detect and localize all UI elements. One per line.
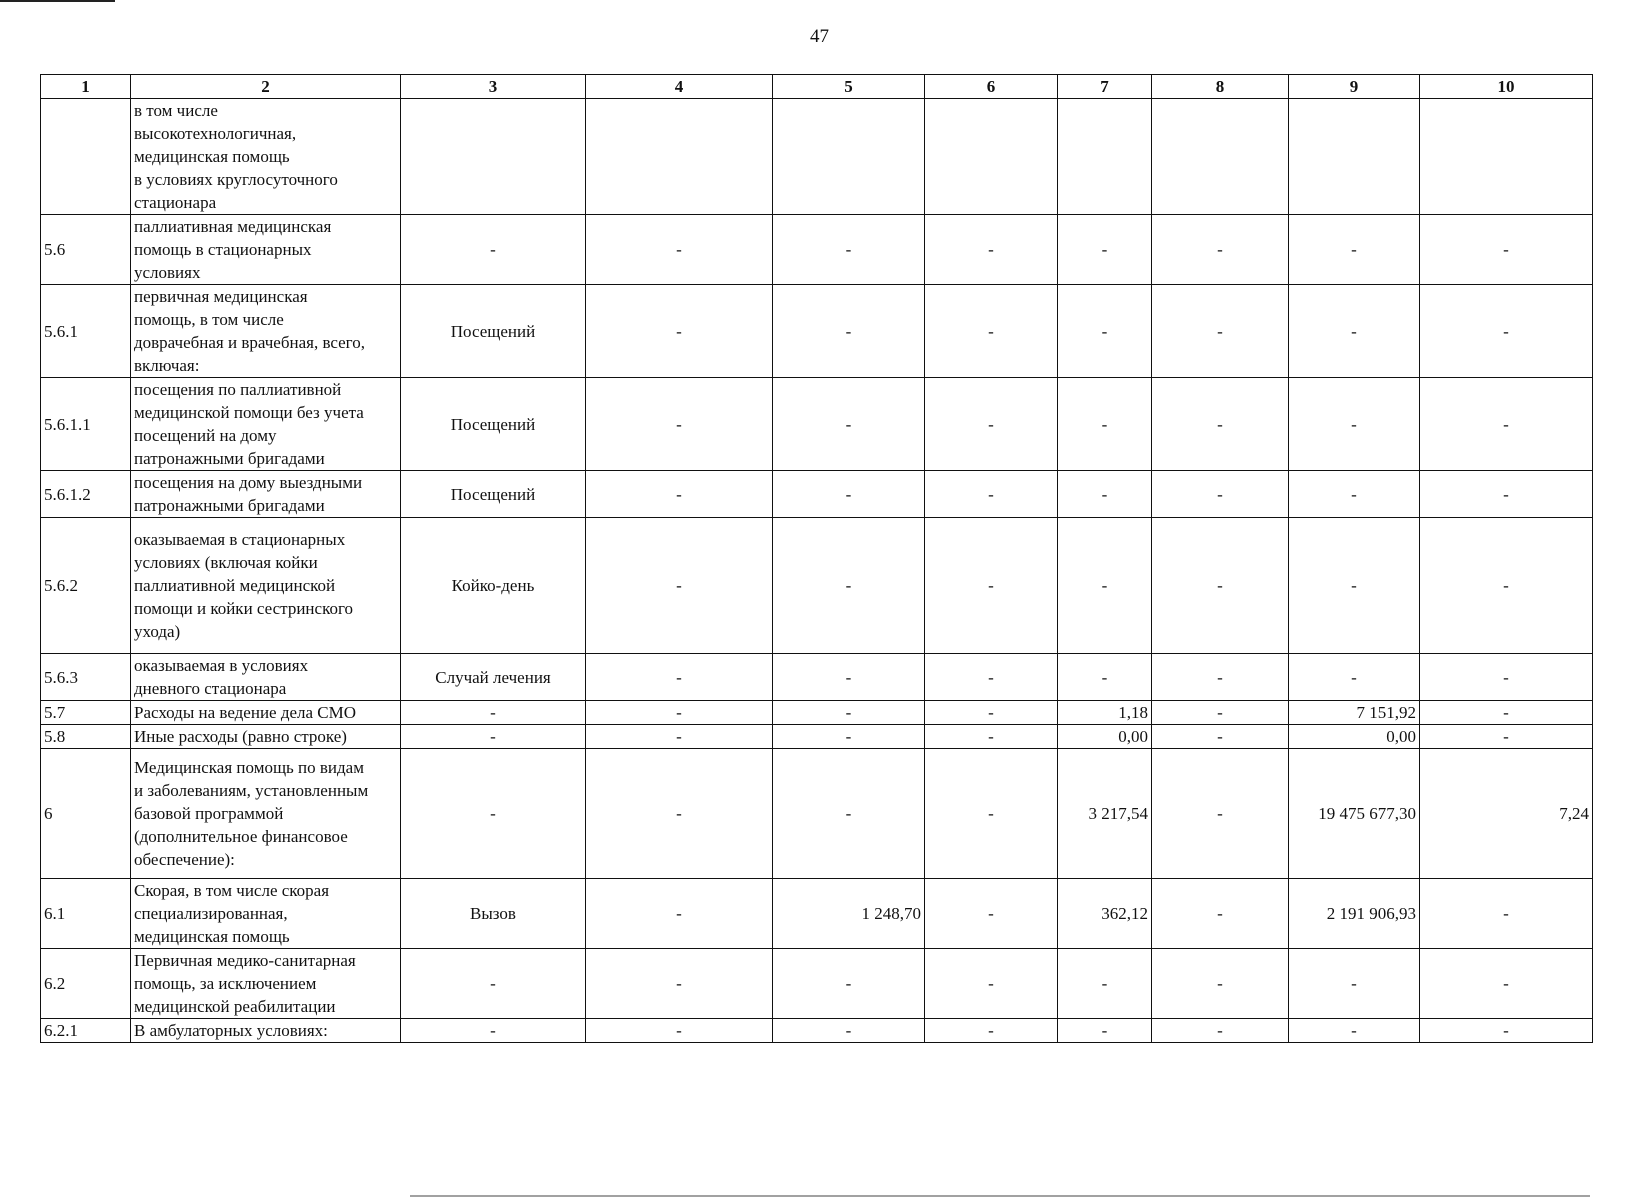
cell-col-7: -	[1058, 1019, 1152, 1043]
cell-col-10: -	[1420, 654, 1593, 701]
row-number: 5.6	[41, 215, 131, 285]
cell-col-6: -	[925, 879, 1058, 949]
cell-col-6: -	[925, 378, 1058, 471]
cell-col-7: -	[1058, 949, 1152, 1019]
header-cell: 3	[401, 75, 586, 99]
cell-col-9: -	[1289, 518, 1420, 654]
top-rule	[0, 0, 115, 2]
cell-col-8: -	[1152, 949, 1289, 1019]
table-row	[41, 518, 1593, 654]
cell-col-6: -	[925, 471, 1058, 518]
cell-col-9: -	[1289, 654, 1420, 701]
row-unit: -	[401, 949, 586, 1019]
header-row	[41, 75, 1593, 99]
cell-col-7: -	[1058, 285, 1152, 378]
cell-col-10: 7,24	[1420, 749, 1593, 879]
table-row	[41, 749, 1593, 879]
row-number: 6.1	[41, 879, 131, 949]
cell-col-8: -	[1152, 725, 1289, 749]
cell-col-10: -	[1420, 725, 1593, 749]
cell-col-5: -	[773, 654, 925, 701]
header-cell: 2	[131, 75, 401, 99]
table-row	[41, 215, 1593, 285]
cell-col-10: -	[1420, 471, 1593, 518]
header-cell: 9	[1289, 75, 1420, 99]
cell-col-9: -	[1289, 215, 1420, 285]
table-row	[41, 285, 1593, 378]
table-row	[41, 99, 1593, 215]
cell-col-4: -	[586, 701, 773, 725]
cell-col-4: -	[586, 471, 773, 518]
cell-col-7: -	[1058, 215, 1152, 285]
cell-col-9: -	[1289, 1019, 1420, 1043]
cell-col-8: -	[1152, 701, 1289, 725]
row-name: посещения на дому выездными патронажными бригадами	[131, 471, 401, 518]
cell-col-9: -	[1289, 378, 1420, 471]
cell-col-7: -	[1058, 654, 1152, 701]
row-unit: -	[401, 1019, 586, 1043]
row-unit: -	[401, 725, 586, 749]
cell-col-9: 0,00	[1289, 725, 1420, 749]
data-table	[40, 74, 1593, 1043]
row-unit: Случай лечения	[401, 654, 586, 701]
row-name: Иные расходы (равно строке)	[131, 725, 401, 749]
row-number: 5.8	[41, 725, 131, 749]
table-row	[41, 1019, 1593, 1043]
cell-col-5: -	[773, 949, 925, 1019]
cell-col-6: -	[925, 725, 1058, 749]
cell-col-5: 1 248,70	[773, 879, 925, 949]
table-row	[41, 949, 1593, 1019]
cell-col-6: -	[925, 518, 1058, 654]
row-name: оказываемая в условиях дневного стационара	[131, 654, 401, 701]
row-number: 5.6.1.2	[41, 471, 131, 518]
row-number: 5.6.3	[41, 654, 131, 701]
cell-col-6: -	[925, 215, 1058, 285]
cell-col-6	[925, 99, 1058, 215]
header-cell: 5	[773, 75, 925, 99]
row-unit	[401, 99, 586, 215]
row-number: 5.7	[41, 701, 131, 725]
header-cell: 4	[586, 75, 773, 99]
row-number: 6.2	[41, 949, 131, 1019]
cell-col-4: -	[586, 654, 773, 701]
cell-col-8: -	[1152, 285, 1289, 378]
header-cell: 8	[1152, 75, 1289, 99]
cell-col-7: -	[1058, 378, 1152, 471]
cell-col-6: -	[925, 1019, 1058, 1043]
header-cell: 6	[925, 75, 1058, 99]
cell-col-9	[1289, 99, 1420, 215]
cell-col-8: -	[1152, 215, 1289, 285]
cell-col-5	[773, 99, 925, 215]
cell-col-7: 0,00	[1058, 725, 1152, 749]
cell-col-5: -	[773, 471, 925, 518]
cell-col-7: 1,18	[1058, 701, 1152, 725]
cell-col-5: -	[773, 1019, 925, 1043]
table-body	[41, 99, 1593, 1043]
cell-col-4: -	[586, 725, 773, 749]
row-name: первичная медицинская помощь, в том числе доврачебная и врачебная, всего, включая:	[131, 285, 401, 378]
row-name: Медицинская помощь по видам и заболеваниям, установленным базовой программой (дополнительное финансовое обеспечение):	[131, 749, 401, 879]
cell-col-8: -	[1152, 518, 1289, 654]
cell-col-5: -	[773, 725, 925, 749]
cell-col-6: -	[925, 654, 1058, 701]
cell-col-10: -	[1420, 1019, 1593, 1043]
cell-col-6: -	[925, 949, 1058, 1019]
row-name: Расходы на ведение дела СМО	[131, 701, 401, 725]
cell-col-10	[1420, 99, 1593, 215]
cell-col-10: -	[1420, 701, 1593, 725]
cell-col-9: -	[1289, 285, 1420, 378]
row-name: оказываемая в стационарных условиях (включая койки паллиативной медицинской помощи и койки сестринского ухода)	[131, 518, 401, 654]
cell-col-4: -	[586, 518, 773, 654]
cell-col-8: -	[1152, 749, 1289, 879]
table-row	[41, 471, 1593, 518]
cell-col-10: -	[1420, 285, 1593, 378]
cell-col-8: -	[1152, 879, 1289, 949]
cell-col-4: -	[586, 378, 773, 471]
cell-col-9: 2 191 906,93	[1289, 879, 1420, 949]
cell-col-4: -	[586, 949, 773, 1019]
cell-col-4: -	[586, 1019, 773, 1043]
cell-col-4	[586, 99, 773, 215]
cell-col-7: -	[1058, 518, 1152, 654]
cell-col-7	[1058, 99, 1152, 215]
cell-col-4: -	[586, 285, 773, 378]
cell-col-9: -	[1289, 949, 1420, 1019]
cell-col-5: -	[773, 215, 925, 285]
cell-col-7: -	[1058, 471, 1152, 518]
table-row	[41, 701, 1593, 725]
cell-col-8: -	[1152, 471, 1289, 518]
cell-col-5: -	[773, 285, 925, 378]
row-name: Скорая, в том числе скорая специализированная, медицинская помощь	[131, 879, 401, 949]
row-name: паллиативная медицинская помощь в стационарных условиях	[131, 215, 401, 285]
row-unit: Посещений	[401, 471, 586, 518]
row-unit: Койко-день	[401, 518, 586, 654]
cell-col-8: -	[1152, 654, 1289, 701]
header-cell: 7	[1058, 75, 1152, 99]
row-number: 5.6.2	[41, 518, 131, 654]
page-number: 47	[810, 26, 829, 47]
cell-col-5: -	[773, 701, 925, 725]
header-cell: 10	[1420, 75, 1593, 99]
cell-col-7: 362,12	[1058, 879, 1152, 949]
row-unit: -	[401, 701, 586, 725]
cell-col-10: -	[1420, 215, 1593, 285]
row-number: 5.6.1.1	[41, 378, 131, 471]
cell-col-7: 3 217,54	[1058, 749, 1152, 879]
row-number: 6.2.1	[41, 1019, 131, 1043]
row-unit: Посещений	[401, 378, 586, 471]
bottom-rule	[410, 1195, 1590, 1197]
cell-col-10: -	[1420, 378, 1593, 471]
row-name: посещения по паллиативной медицинской помощи без учета посещений на дому патронажными бригадами	[131, 378, 401, 471]
cell-col-4: -	[586, 215, 773, 285]
row-name: В амбулаторных условиях:	[131, 1019, 401, 1043]
cell-col-10: -	[1420, 949, 1593, 1019]
row-unit: Посещений	[401, 285, 586, 378]
cell-col-8: -	[1152, 378, 1289, 471]
cell-col-9: 7 151,92	[1289, 701, 1420, 725]
row-unit: Вызов	[401, 879, 586, 949]
cell-col-5: -	[773, 749, 925, 879]
cell-col-8: -	[1152, 1019, 1289, 1043]
cell-col-10: -	[1420, 518, 1593, 654]
table-container	[40, 74, 1592, 1043]
cell-col-9: -	[1289, 471, 1420, 518]
row-name: в том числе высокотехнологичная, медицинская помощь в условиях круглосуточного стационара	[131, 99, 401, 215]
row-number: 6	[41, 749, 131, 879]
cell-col-4: -	[586, 749, 773, 879]
cell-col-5: -	[773, 378, 925, 471]
header-cell: 1	[41, 75, 131, 99]
cell-col-6: -	[925, 749, 1058, 879]
cell-col-6: -	[925, 701, 1058, 725]
row-number	[41, 99, 131, 215]
table-row	[41, 654, 1593, 701]
row-unit: -	[401, 215, 586, 285]
table-row	[41, 725, 1593, 749]
cell-col-4: -	[586, 879, 773, 949]
row-unit: -	[401, 749, 586, 879]
cell-col-8	[1152, 99, 1289, 215]
table-row	[41, 378, 1593, 471]
cell-col-10: -	[1420, 879, 1593, 949]
row-name: Первичная медико-санитарная помощь, за исключением медицинской реабилитации	[131, 949, 401, 1019]
row-number: 5.6.1	[41, 285, 131, 378]
cell-col-9: 19 475 677,30	[1289, 749, 1420, 879]
cell-col-6: -	[925, 285, 1058, 378]
cell-col-5: -	[773, 518, 925, 654]
table-row	[41, 879, 1593, 949]
